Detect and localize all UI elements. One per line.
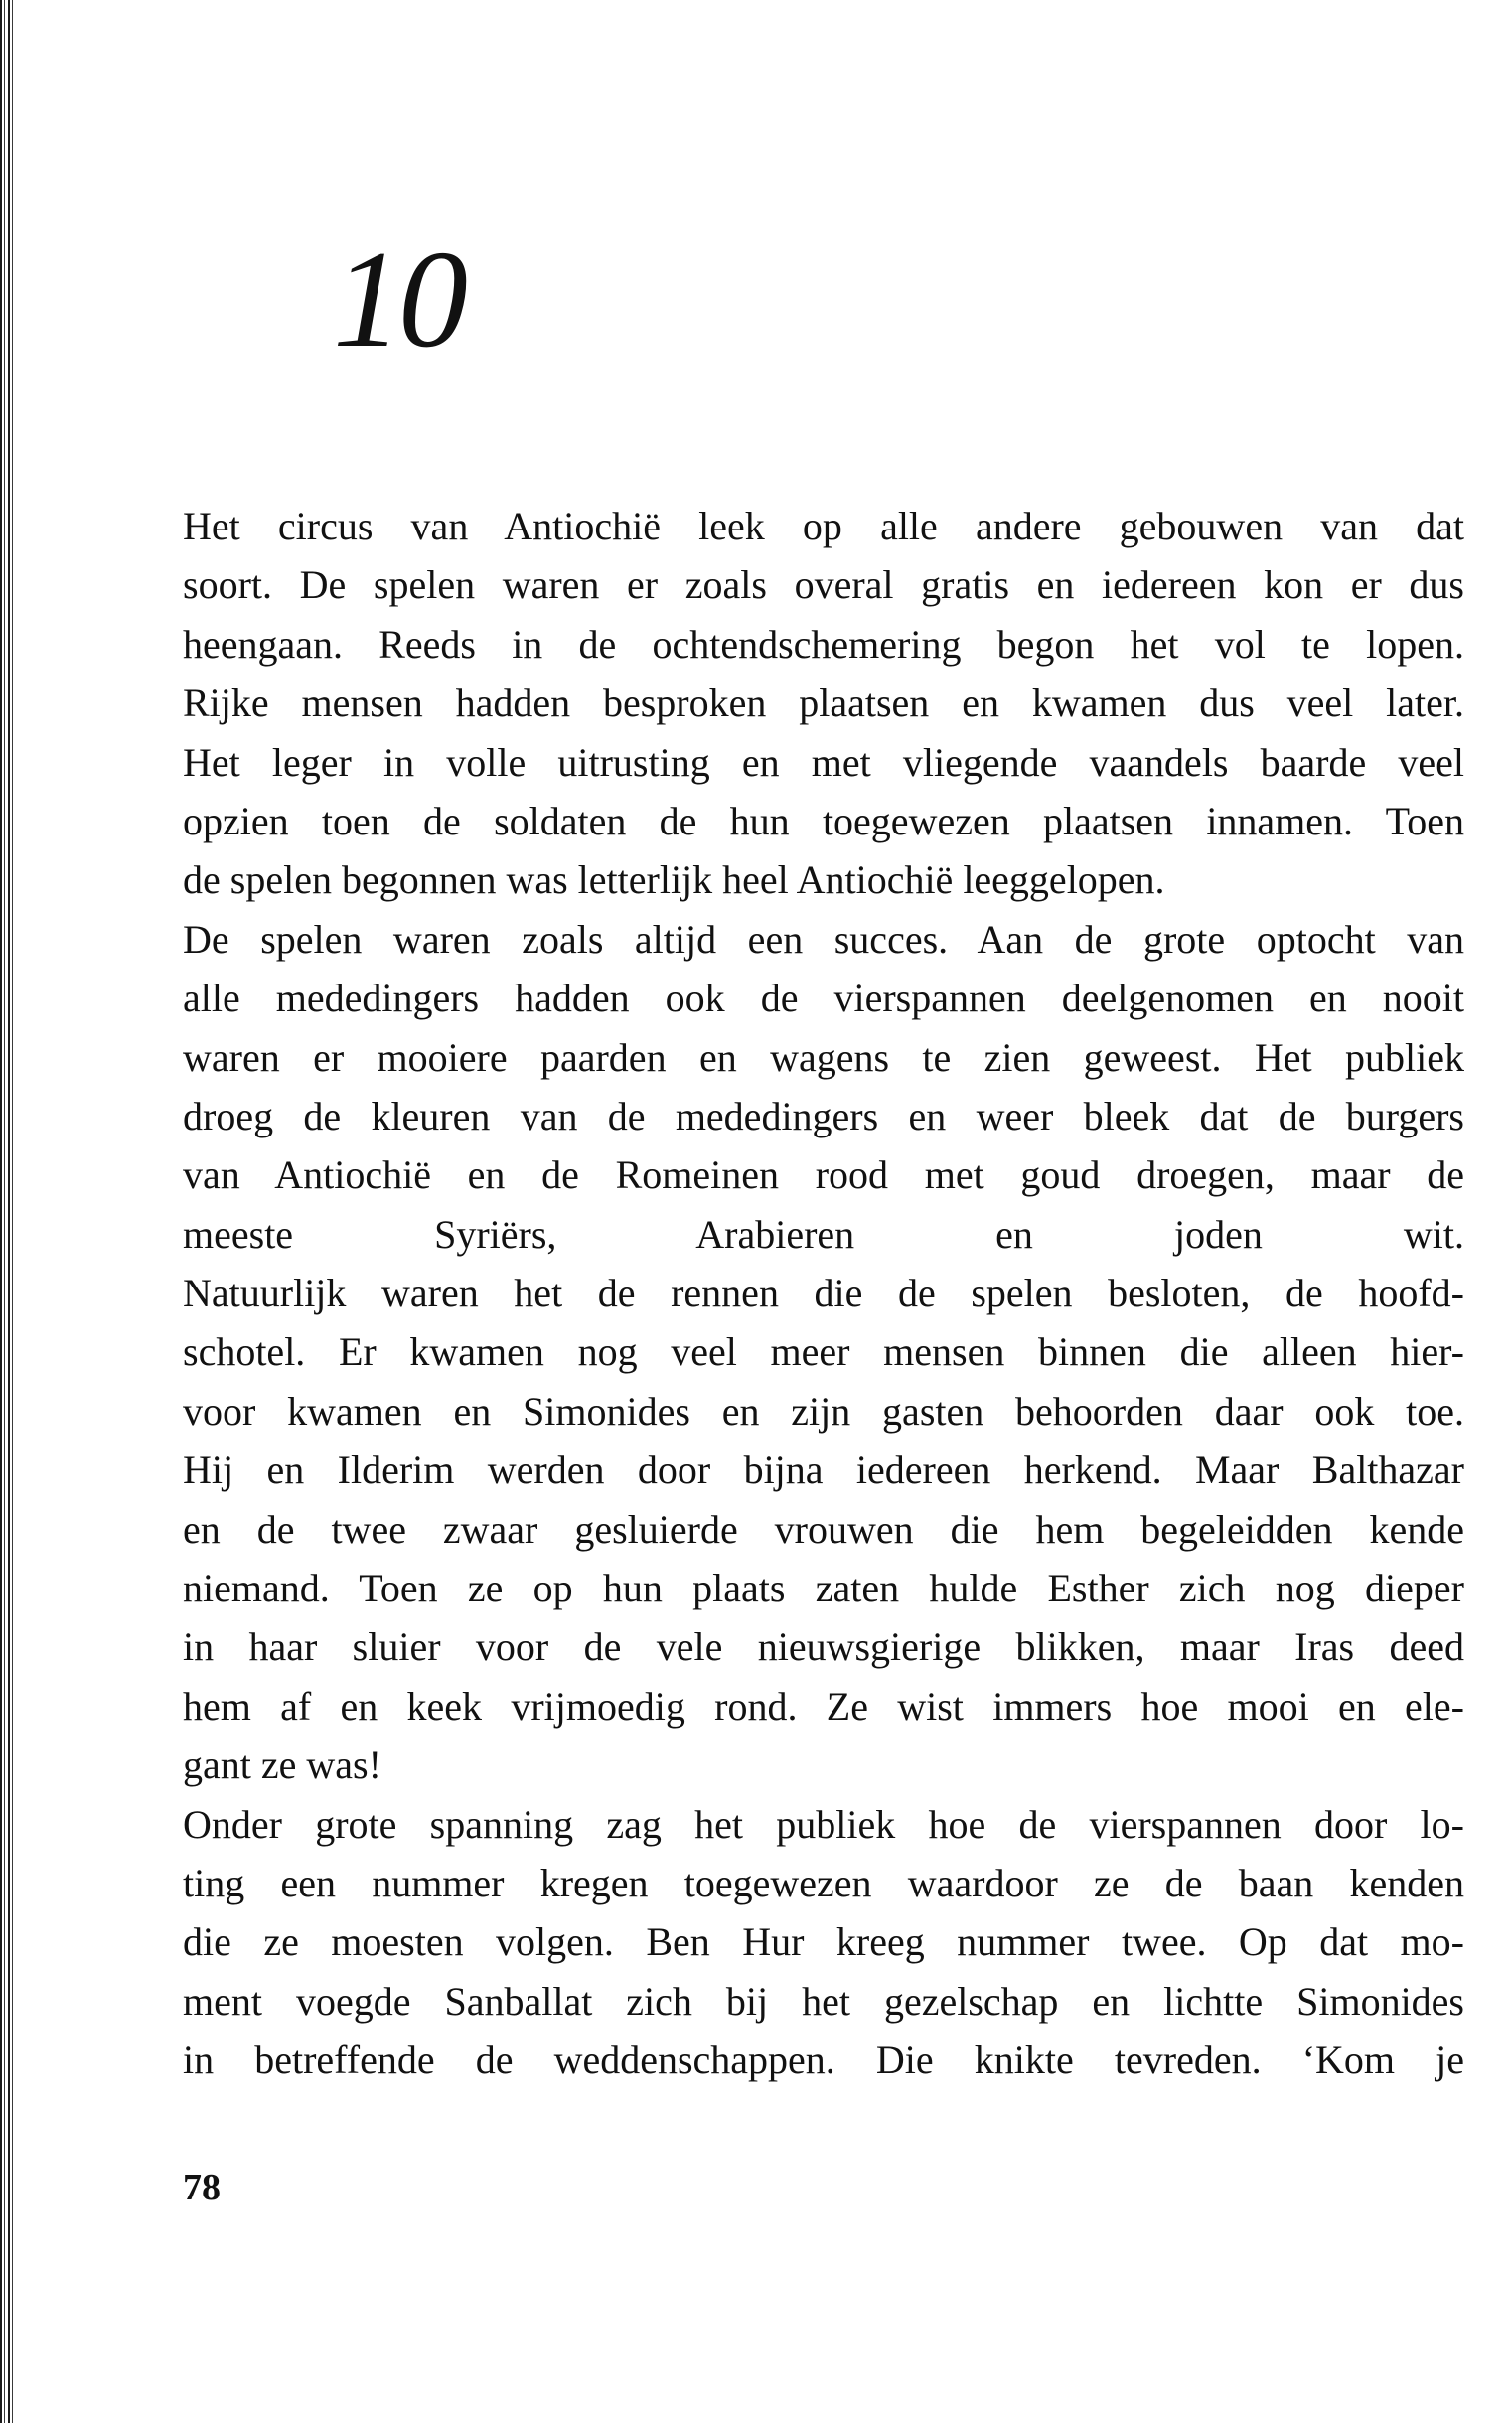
- text-line: alle mededingers hadden ook de vierspannen deelgenomen en nooit: [183, 976, 1464, 1021]
- text-line: gant ze was!: [183, 1742, 381, 1788]
- text-line: heengaan. Reeds in de ochtendschemering begon het vol te lopen.: [183, 621, 1464, 667]
- text-line: Natuurlijk waren het de rennen die de spelen besloten, de hoofd-: [183, 1271, 1464, 1316]
- paragraph: [183, 1264, 1464, 1795]
- text-line: droeg de kleuren van de mededingers en weer bleek dat de burgers: [183, 1093, 1464, 1138]
- paragraph: [183, 910, 1464, 1264]
- text-line: ting een nummer kregen toegewezen waardoor ze de baan kenden: [183, 1860, 1464, 1905]
- book-spine-edge: [0, 0, 14, 2423]
- text-line: voor kwamen en Simonides en zijn gasten behoorden daar ook toe.: [183, 1388, 1464, 1434]
- paragraph: [183, 1795, 1464, 2090]
- text-line: Hij en Ilderim werden door bijna iedereen herkend. Maar Balthazar: [183, 1447, 1464, 1493]
- text-line: hem af en keek vrijmoedig rond. Ze wist immers hoe mooi en ele-: [183, 1683, 1464, 1729]
- text-line: Het circus van Antiochië leek op alle andere gebouwen van dat: [183, 504, 1464, 548]
- text-line: Het leger in volle uitrusting en met vliegende vaandels baarde veel: [183, 739, 1464, 785]
- text-line: die ze moesten volgen. Ben Hur kreeg nummer twee. Op dat mo-: [183, 1919, 1464, 1965]
- text-line: soort. De spelen waren er zoals overal gratis en iedereen kon er dus: [183, 562, 1464, 608]
- text-line: de spelen begonnen was letterlijk heel Antiochië leeggelopen.: [183, 857, 1165, 903]
- text-line: waren er mooiere paarden en wagens te zien geweest. Het publiek: [183, 1034, 1464, 1080]
- text-line: in haar sluier voor de vele nieuwsgierige blikken, maar Iras deed: [183, 1624, 1464, 1670]
- text-line: meeste Syriërs, Arabieren en joden wit.: [183, 1211, 1464, 1257]
- text-line: en de twee zwaar gesluierde vrouwen die hem begeleidden kende: [183, 1506, 1464, 1552]
- text-line: ment voegde Sanballat zich bij het gezelschap en lichtte Simonides: [183, 1978, 1464, 2024]
- page-number: 78: [183, 2167, 221, 2208]
- text-line: De spelen waren zoals altijd een succes. Aan de grote optocht van: [183, 916, 1464, 962]
- chapter-number: 10: [333, 223, 464, 377]
- text-line: opzien toen de soldaten de hun toegewezen plaatsen innamen. Toen: [183, 798, 1464, 843]
- text-line: niemand. Toen ze op hun plaats zaten hulde Esther zich nog dieper: [183, 1566, 1464, 1611]
- text-line: Onder grote spanning zag het publiek hoe de vierspannen door lo-: [183, 1801, 1464, 1847]
- chapter-body-text: [183, 497, 1464, 2090]
- text-line: in betreffende de weddenschappen. Die knikte tevreden. ‘Kom je: [183, 2038, 1464, 2083]
- text-line: van Antiochië en de Romeinen rood met goud droegen, maar de: [183, 1152, 1464, 1198]
- text-line: Rijke mensen hadden besproken plaatsen en kwamen dus veel later.: [183, 681, 1464, 726]
- text-line: schotel. Er kwamen nog veel meer mensen binnen die alleen hier-: [183, 1329, 1464, 1375]
- paragraph: [183, 497, 1464, 910]
